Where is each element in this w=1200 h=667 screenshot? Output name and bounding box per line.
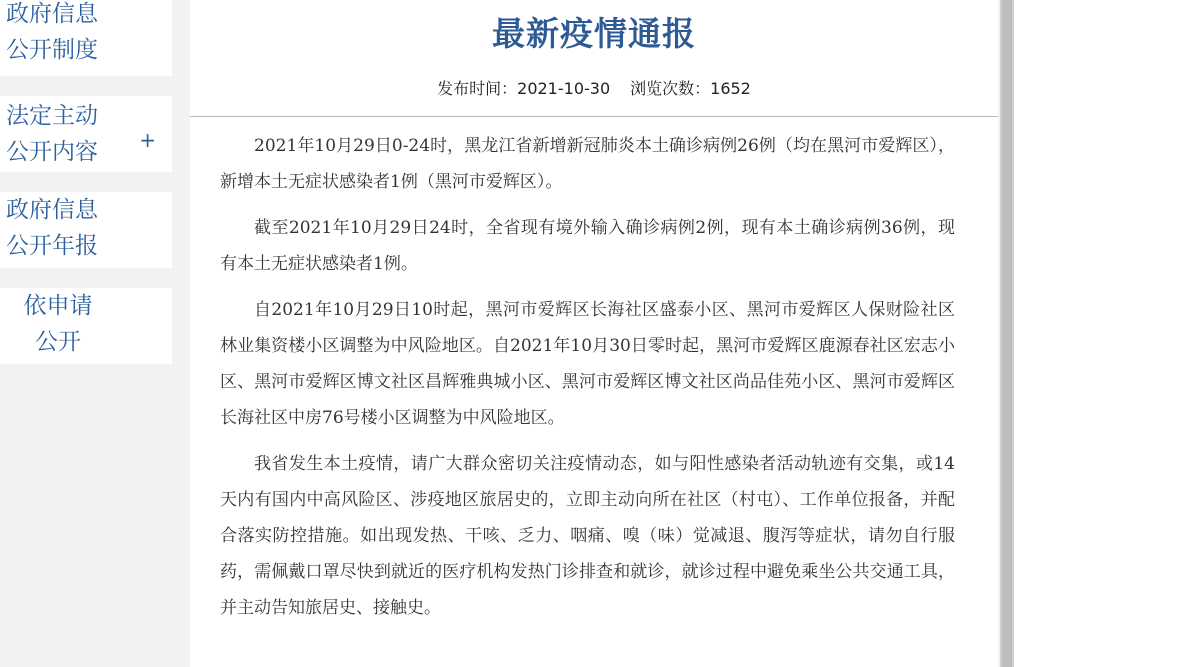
article-meta	[190, 78, 998, 100]
publish-date: 2021-10-30	[517, 79, 611, 98]
expand-plus-icon[interactable]: +	[139, 128, 156, 152]
article-body	[220, 128, 955, 636]
title-divider	[190, 116, 998, 117]
sidebar	[0, 0, 172, 667]
sidebar-item-info-disclosure-system[interactable]	[0, 0, 172, 76]
right-gutter	[1014, 0, 1054, 667]
sidebar-item-label: 法定主动公开内容	[6, 103, 98, 165]
article-panel	[190, 0, 998, 667]
right-margin	[1054, 0, 1200, 667]
sidebar-item-annual-report[interactable]	[0, 192, 172, 268]
article-title: 最新疫情通报	[492, 14, 696, 53]
article-paragraph: 截至2021年10月29日24时，全省现有境外输入确诊病例2例，现有本土确诊病例36例，现有本土无症状感染者1例。	[220, 218, 955, 274]
article-paragraph: 自2021年10月29日10时起，黑河市爱辉区长海社区盛泰小区、黑河市爱辉区人保财险社区林业集资楼小区调整为中风险地区。自2021年10月30日零时起，黑河市爱辉区鹿源春社区宏志小区、黑河市爱辉区博文社区昌辉雅典城小区、黑河市爱辉区博文社区尚品佳苑小区、黑河市爱辉区长海社区中房76号楼小区调整为中风险地区。	[220, 300, 955, 428]
scrollbar-thumb[interactable]	[1002, 0, 1012, 667]
views-count: 1652	[710, 79, 751, 98]
article-paragraph: 2021年10月29日0-24时，黑龙江省新增新冠肺炎本土确诊病例26例（均在黑河市爱辉区），新增本土无症状感染者1例（黑河市爱辉区）。	[220, 136, 955, 192]
sidebar-item-label: 政府信息公开制度	[6, 1, 98, 63]
views-label: 浏览次数：	[630, 79, 711, 98]
sidebar-item-proactive-disclosure[interactable]	[0, 96, 172, 172]
article-paragraph: 我省发生本土疫情，请广大群众密切关注疫情动态，如与阳性感染者活动轨迹有交集，或14天内有国内中高风险区、涉疫地区旅居史的，立即主动向所在社区（村屯）、工作单位报备，并配合落实防控措施。如出现发热、干咳、乏力、咽痛、嗅（味）觉减退、腹泻等症状，请勿自行服药，需佩戴口罩尽快到就近的医疗机构发热门诊排查和就诊，就诊过程中避免乘坐公共交通工具，并主动告知旅居史、接触史。	[220, 454, 955, 618]
publish-label: 发布时间：	[437, 79, 518, 98]
sidebar-item-disclosure-on-request[interactable]	[0, 288, 172, 364]
sidebar-item-label: 政府信息公开年报	[6, 197, 98, 259]
sidebar-item-label: 依申请公开	[23, 293, 93, 355]
